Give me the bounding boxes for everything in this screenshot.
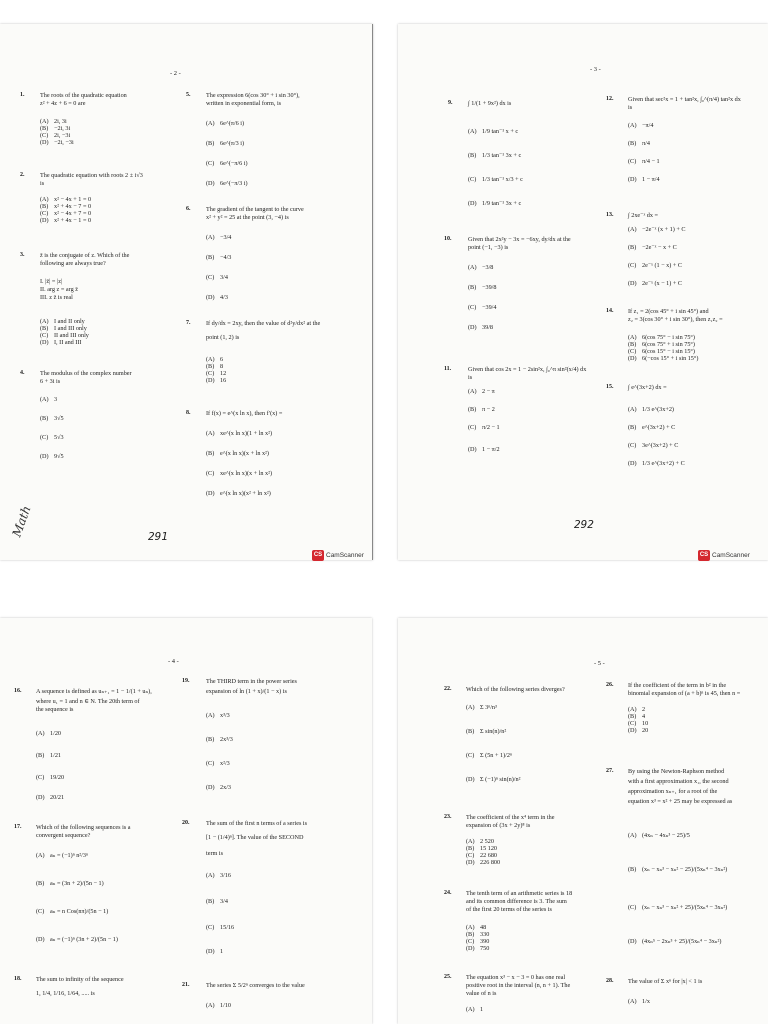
option-d: (D) 20/21 — [36, 794, 65, 801]
option-c: (C) xe^(x ln x)(x + ln x²) — [206, 470, 273, 477]
question-text: equation x³ = x² + 25 may be expressed as — [628, 798, 733, 805]
question-text: point (−1, −3) is — [468, 244, 509, 251]
question-text: value of n is — [466, 990, 497, 997]
question-text: If f(x) = e^(x ln x), then f′(x) = — [206, 410, 283, 417]
question-number: 25. — [444, 974, 452, 980]
handwritten-page-number: 292 — [574, 518, 594, 531]
question-number: 4. — [20, 370, 25, 376]
option-a: (A) −3/4 — [206, 234, 232, 241]
option-c: (C) −39/4 — [468, 304, 497, 311]
question-text: is — [468, 374, 473, 381]
question-text: The sum to infinity of the sequence — [36, 976, 124, 983]
option-a: (A) x³/3 — [206, 712, 230, 719]
question-number: 24. — [444, 890, 452, 896]
option-d: (D) 226 800 — [466, 859, 501, 866]
option-b: (B) −2i, 3i — [40, 125, 71, 132]
question-number: 14. — [606, 308, 614, 314]
question-number: 21. — [182, 982, 190, 988]
option-c: (C) 15/16 — [206, 924, 235, 931]
question-text: The series Σ 5/2ⁿ converges to the value — [206, 982, 305, 989]
option-c: (C) 6(cos 15° − i sin 15°) — [628, 348, 695, 355]
question-number: 28. — [606, 978, 614, 984]
option-c: (C) 2e⁻ˣ (1 − x) + C — [628, 262, 683, 269]
question-text: written in exponential form, is — [206, 100, 282, 107]
option-d: (D) 6(−cos 15° + i sin 15°) — [628, 355, 699, 362]
option-a: (A) 1/9 tan⁻¹ x + c — [468, 128, 519, 135]
question-text: with a first approximation x₁, the second — [628, 778, 729, 785]
question-text: The coefficient of the x⁴ term in the — [466, 814, 555, 821]
question-text: The value of Σ xⁿ for |x| < 1 is — [628, 978, 703, 985]
question-text: [1 − (1/4)ⁿ]. The value of the SECOND — [206, 834, 304, 841]
option-c: (C) 2i, −3i — [40, 132, 71, 139]
option-b: (B) x² + 4x − 7 = 0 — [40, 203, 92, 210]
option-a: (A) 2i, 3i — [40, 118, 67, 125]
option-d: (D) Σ (−1)ⁿ sin(n)/n² — [466, 776, 521, 783]
question-number: 12. — [606, 96, 614, 102]
scanned-page-4 — [0, 618, 372, 1024]
question-number: 15. — [606, 384, 614, 390]
question-text: x² + y² = 25 at the point (3, −4) is — [206, 214, 289, 221]
question-text: ∫ 1/(1 + 9x²) dx is — [468, 100, 512, 107]
option-a: (A) 1/x — [628, 998, 650, 1005]
camscanner-logo: CS CamScanner — [313, 552, 364, 559]
option-b: (B) I and III only — [40, 325, 87, 332]
option-a: (A) 3 — [40, 396, 58, 403]
question-number: 27. — [606, 768, 614, 774]
question-text: The THIRD term in the power series — [206, 678, 297, 685]
question-text: convergent sequence? — [36, 832, 91, 839]
question-text: Given that cos 2x = 1 − 2sin²x, ∫₀^π sin²(x/4) dx — [468, 366, 587, 373]
option-a: (A) 6(cos 75° − i sin 75°) — [628, 334, 695, 341]
option-d: (D) I, II and III — [40, 339, 82, 346]
option-a: (A) 2 520 — [466, 838, 494, 845]
option-b: (B) π/4 — [628, 140, 650, 147]
option-a: (A) 48 — [466, 924, 487, 931]
scanned-page-3 — [398, 24, 768, 560]
question-text: The modulus of the complex number — [40, 370, 132, 377]
question-text: and its common difference is 3. The sum — [466, 898, 567, 905]
question-number: 26. — [606, 682, 614, 688]
camscanner-icon: CS — [312, 550, 324, 561]
option-d: (D) 39/8 — [468, 324, 494, 331]
option-c: (C) 390 — [466, 938, 490, 945]
question-text: is — [40, 180, 45, 187]
option-d: (D) 4/3 — [206, 294, 228, 301]
option-a: (A) 2 — [628, 706, 646, 713]
question-number: 20. — [182, 820, 190, 826]
statement-3: III. z z̄ is real — [40, 294, 73, 301]
question-text: The expression 6(cos 30° + i sin 30°), — [206, 92, 300, 99]
option-c: (C) (xₙ − xₙ³ − xₙ² + 25)/(5xₙ⁴ − 3xₙ²) — [628, 904, 728, 911]
option-a: (A) 1/3 e^(3x+2) — [628, 406, 674, 413]
option-a: (A) 1 — [466, 1006, 484, 1013]
option-d: (D) aₙ = (−1)ⁿ (3n + 2)/(5n − 1) — [36, 936, 118, 943]
option-a: (A) 6e^(π/6 i) — [206, 120, 245, 127]
option-d: (D) 2x/3 — [206, 784, 232, 791]
option-a: (A) I and II only — [40, 318, 85, 325]
question-number: 22. — [444, 686, 452, 692]
question-number: 13. — [606, 212, 614, 218]
page-number: - 5 - — [594, 660, 605, 667]
option-b: (B) 15 120 — [466, 845, 498, 852]
question-text: The quadratic equation with roots 2 ± i√3 — [40, 172, 143, 179]
option-b: (B) 330 — [466, 931, 490, 938]
option-b: (B) aₙ = (3n + 2)/(5n − 1) — [36, 880, 104, 887]
option-d: (D) 20 — [628, 727, 649, 734]
scanned-page-2 — [0, 24, 373, 560]
option-c: (C) 19/20 — [36, 774, 65, 781]
question-text: Given that sec²x = 1 + tan²x, ∫₀^(π/4) tan²x dx — [628, 96, 741, 103]
option-b: (B) 6(cos 75° + i sin 75°) — [628, 341, 695, 348]
question-number: 9. — [448, 100, 453, 106]
option-b: (B) e^(3x+2) + C — [628, 424, 676, 431]
question-number: 3. — [20, 252, 25, 258]
question-text: Which of the following series diverges? — [466, 686, 565, 693]
option-c: (C) 12 — [206, 370, 227, 377]
question-text: z₂ = 3(cos 30° + i sin 30°), then z₁z₂ = — [628, 316, 723, 323]
option-d: (D) e^(x ln x)(x² + ln x²) — [206, 490, 271, 497]
option-a: (A) 1/20 — [36, 730, 62, 737]
option-a: (A) (4xₙ − 4xₙ³ − 25)/5 — [628, 832, 690, 839]
question-text: following are always true? — [40, 260, 106, 267]
option-b: (B) Σ sin(n)/n² — [466, 728, 507, 735]
question-text: where u₁ = 1 and n ∈ N. The 20th term of — [36, 698, 140, 705]
question-text: of the first 20 terms of the series is — [466, 906, 552, 913]
option-c: (C) π/2 − 1 — [468, 424, 500, 431]
option-b: (B) (xₙ − xₙ³ − xₙ² − 25)/(5xₙ⁴ − 3xₙ²) — [628, 866, 728, 873]
question-text: If the coefficient of the term in b² in the — [628, 682, 727, 689]
question-text: The sum of the first n terms of a series is — [206, 820, 308, 827]
question-text: is — [628, 104, 633, 111]
question-number: 6. — [186, 206, 191, 212]
option-d: (D) 9√5 — [40, 453, 64, 460]
option-b: (B) 3/4 — [206, 898, 228, 905]
question-number: 2. — [20, 172, 25, 178]
option-c: (C) Σ (5n + 1)/2ⁿ — [466, 752, 512, 759]
option-d: (D) 2e⁻ˣ (x − 1) + C — [628, 280, 683, 287]
option-b: (B) 8 — [206, 363, 224, 370]
option-b: (B) e^(x ln x)(x + ln x²) — [206, 450, 269, 457]
question-text: The roots of the quadratic equation — [40, 92, 127, 99]
option-d: (D) 1 − π/4 — [628, 176, 660, 183]
question-text: positive root in the interval (n, n + 1). The — [466, 982, 571, 989]
question-text: approximation xₙ₊₁ for a root of the — [628, 788, 718, 795]
option-d: (D) 16 — [206, 377, 227, 384]
option-a: (A) 2 − π — [468, 388, 495, 395]
question-text: 6 + 3i is — [40, 378, 61, 385]
option-a: (A) xe^(x ln x)(1 + ln x²) — [206, 430, 273, 437]
question-text: 1, 1/4, 1/16, 1/64, ..... is — [36, 990, 95, 997]
option-b: (B) 1/3 tan⁻¹ 3x + c — [468, 152, 522, 159]
option-d: (D) 1/9 tan⁻¹ 3x + c — [468, 200, 522, 207]
option-c: (C) aₙ = n Cos(nπ)/(5n − 1) — [36, 908, 109, 915]
option-c: (C) 3e^(3x+2) + C — [628, 442, 679, 449]
option-c: (C) 3/4 — [206, 274, 228, 281]
option-d: (D) x² + 4x − 1 = 0 — [40, 217, 92, 224]
question-text: binomial expansion of (a + b)ⁿ is 45, then n = — [628, 690, 741, 697]
handwritten-note: Math — [9, 503, 34, 539]
option-a: (A) aₙ = (−1)ⁿ n²/3ⁿ — [36, 852, 88, 859]
question-number: 18. — [14, 976, 22, 982]
question-text: If z₁ = 2(cos 45° + i sin 45°) and — [628, 308, 709, 315]
option-c: (C) 10 — [628, 720, 649, 727]
question-text: Which of the following sequences is a — [36, 824, 131, 831]
option-b: (B) 4 — [628, 713, 646, 720]
option-c: (C) 6e^(−π/6 i) — [206, 160, 248, 167]
option-d: (D) 1 — [206, 948, 224, 955]
question-text: The gradient of the tangent to the curve — [206, 206, 304, 213]
option-d: (D) (4xₙ⁵ − 2xₙ³ + 25)/(5xₙ⁴ − 3xₙ²) — [628, 938, 722, 945]
question-text: If dy/dx = 2xy, then the value of d²y/dx² at the — [206, 320, 321, 327]
option-a: (A) x² − 4x + 1 = 0 — [40, 196, 92, 203]
option-a: (A) −π/4 — [628, 122, 654, 129]
option-c: (C) π/4 − 1 — [628, 158, 660, 165]
option-b: (B) π − 2 — [468, 406, 495, 413]
statement-2: II. arg z = arg z̄ — [40, 286, 78, 293]
option-b: (B) 6e^(π/3 i) — [206, 140, 245, 147]
camscanner-icon: CS — [698, 550, 710, 561]
option-a: (A) 3/16 — [206, 872, 232, 879]
option-c: (C) x² − 4x + 7 = 0 — [40, 210, 92, 217]
option-a: (A) 6 — [206, 356, 224, 363]
option-b: (B) −2e⁻ˣ − x + C — [628, 244, 677, 251]
option-c: (C) 22 680 — [466, 852, 498, 859]
question-number: 5. — [186, 92, 191, 98]
option-a: (A) 1/10 — [206, 1002, 232, 1009]
page-number: - 4 - — [168, 658, 179, 665]
option-c: (C) 5√3 — [40, 434, 64, 441]
question-text: ∫ 2xe⁻ˣ dx = — [628, 212, 659, 219]
handwritten-page-number: 291 — [148, 530, 168, 543]
question-text: z̄ is the conjugate of z. Which of the — [40, 252, 130, 259]
question-text: the sequence is — [36, 706, 74, 713]
option-c: (C) II and III only — [40, 332, 89, 339]
question-text: Given that 2x²y − 3x = −6xy, dy/dx at the — [468, 236, 571, 243]
option-b: (B) 3√5 — [40, 415, 64, 422]
question-text: A sequence is defined as uₙ₊₁ = 1 − 1/(1 + uₙ), — [36, 688, 152, 695]
option-b: (B) −39/8 — [468, 284, 497, 291]
question-number: 17. — [14, 824, 22, 830]
option-c: (C) 1/3 tan⁻¹ x/3 + c — [468, 176, 523, 183]
option-d: (D) 750 — [466, 945, 490, 952]
question-text: The equation x³ − x − 3 = 0 has one real — [466, 974, 566, 981]
question-text: z² + 4z + 6 = 0 are — [40, 100, 86, 107]
question-number: 1. — [20, 92, 25, 98]
question-number: 19. — [182, 678, 190, 684]
question-text: By using the Newton-Raphson method — [628, 768, 725, 775]
page-number: - 3 - — [590, 66, 601, 73]
page-number: - 2 - — [170, 70, 181, 77]
option-a: (A) Σ 3ⁿ/n³ — [466, 704, 497, 711]
question-number: 8. — [186, 410, 191, 416]
option-c: (C) x²/3 — [206, 760, 230, 767]
option-d: (D) 1 − π/2 — [468, 446, 500, 453]
question-text: ∫ e^(3x+2) dx = — [628, 384, 667, 391]
question-text: point (1, 2) is — [206, 334, 240, 341]
question-text: The tenth term of an arithmetic series is 18 — [466, 890, 573, 897]
option-b: (B) 2x³/3 — [206, 736, 233, 743]
option-d: (D) 1/3 e^(3x+2) + C — [628, 460, 685, 467]
statement-1: I. |z̄| = |z| — [40, 278, 63, 285]
option-b: (B) 1/21 — [36, 752, 62, 759]
question-text: term is — [206, 850, 224, 857]
question-number: 10. — [444, 236, 452, 242]
option-d: (D) −2i, −3i — [40, 139, 74, 146]
option-b: (B) −4/3 — [206, 254, 232, 261]
question-text: expansion of ln (1 + x)/(1 − x) is — [206, 688, 287, 695]
question-number: 7. — [186, 320, 191, 326]
camscanner-logo: CS CamScanner — [699, 552, 750, 559]
question-number: 16. — [14, 688, 22, 694]
scanned-page-5 — [398, 618, 768, 1024]
option-a: (A) −2e⁻ˣ (x + 1) + C — [628, 226, 686, 233]
question-number: 23. — [444, 814, 452, 820]
question-number: 11. — [444, 366, 452, 372]
question-text: expansion of (3x + 2y)⁸ is — [466, 822, 531, 829]
option-a: (A) −3/8 — [468, 264, 494, 271]
option-d: (D) 6e^(−π/3 i) — [206, 180, 248, 187]
